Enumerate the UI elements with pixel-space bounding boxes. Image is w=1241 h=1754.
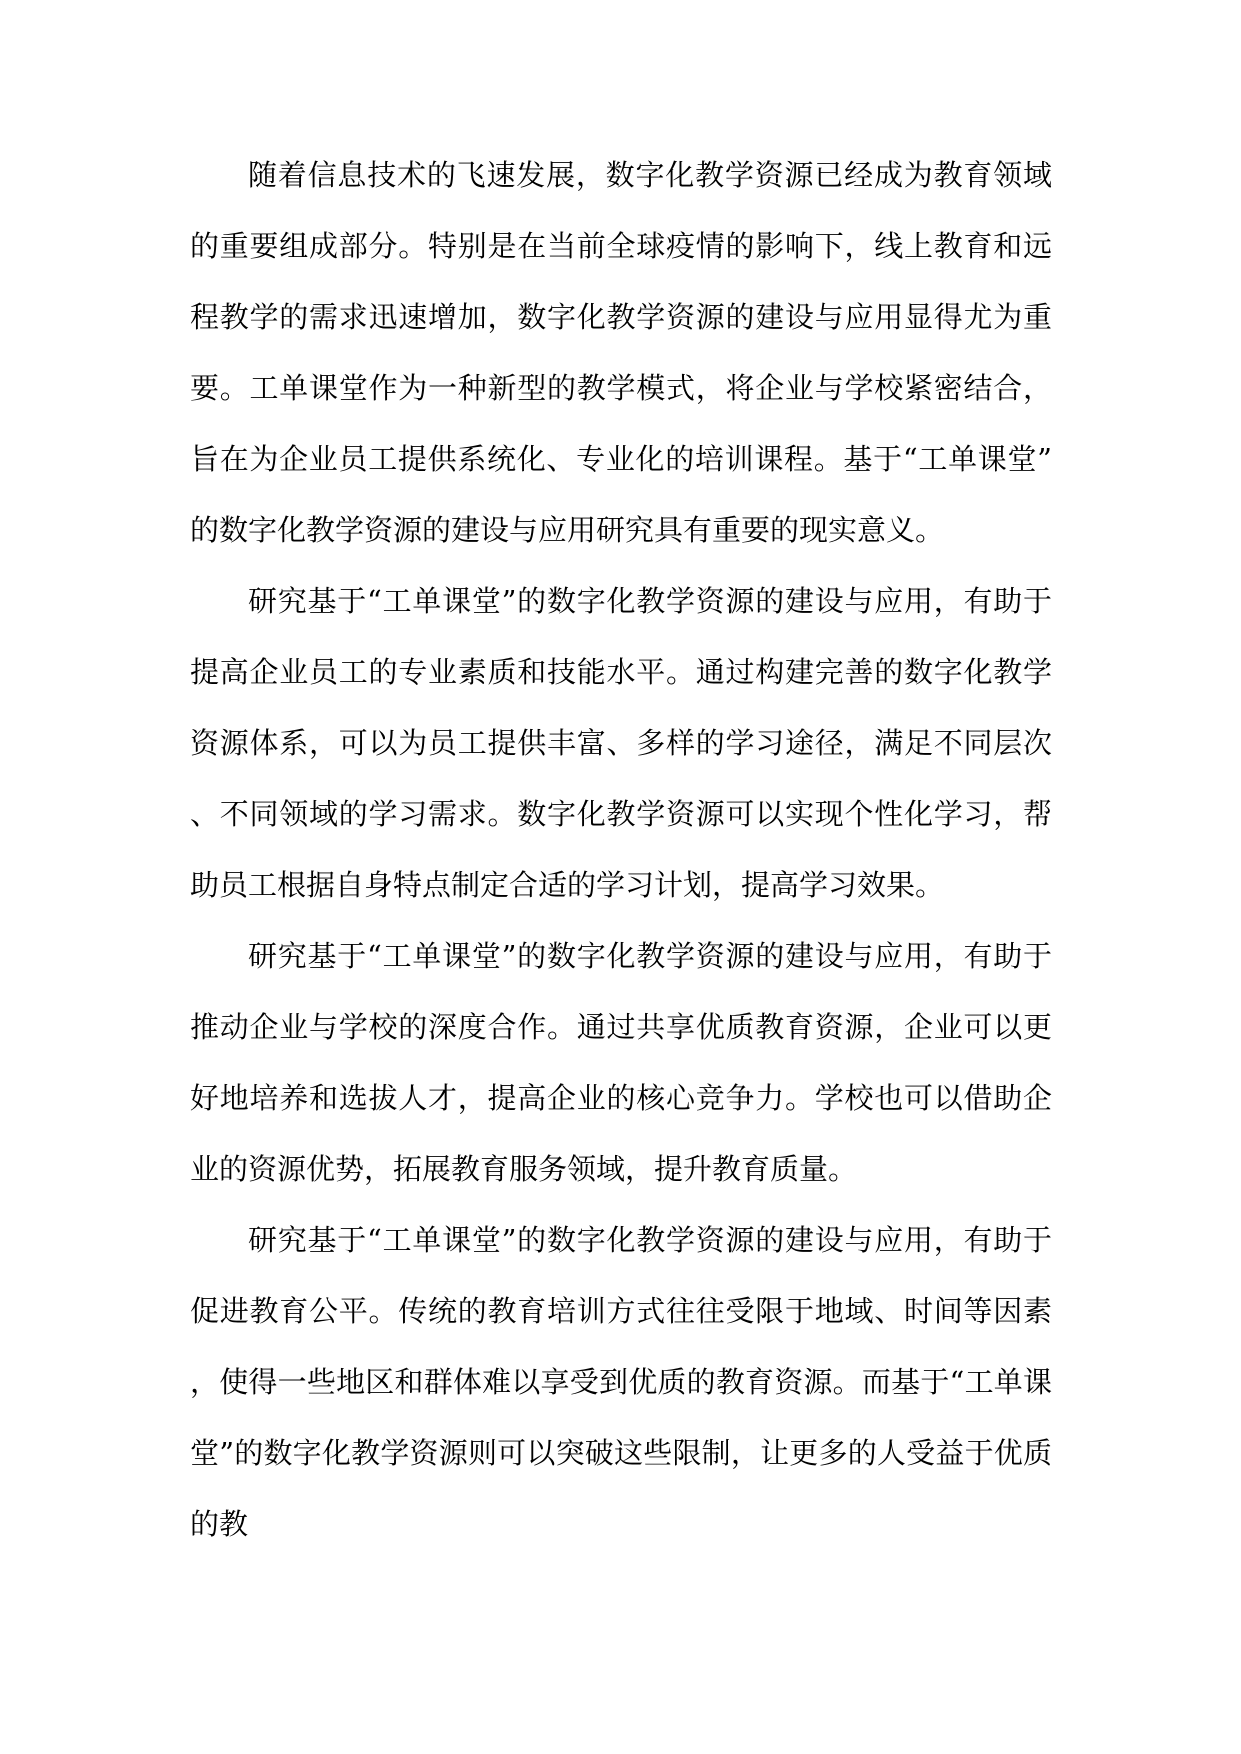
paragraph-4: 研究基于“工单课堂”的数字化教学资源的建设与应用，有助于促进教育公平。传统的教育培训方式往往受限于地域、时间等因素，使得一些地区和群体难以享受到优质的教育资源。而基于“工单课堂”的数字化教学资源则可以突破这些限制，让更多的人受益于优质的教 xyxy=(190,1223,1052,1541)
paragraph-3: 研究基于“工单课堂”的数字化教学资源的建设与应用，有助于推动企业与学校的深度合作。通过共享优质教育资源，企业可以更好地培养和选拔人才，提高企业的核心竞争力。学校也可以借助企业的资源优势，拓展教育服务领域，提升教育质量。 xyxy=(190,939,1052,1186)
document-body xyxy=(190,140,1052,1560)
paragraph-2: 研究基于“工单课堂”的数字化教学资源的建设与应用，有助于提高企业员工的专业素质和技能水平。通过构建完善的数字化教学资源体系，可以为员工提供丰富、多样的学习途径，满足不同层次、不同领域的学习需求。数字化教学资源可以实现个性化学习，帮助员工根据自身特点制定合适的学习计划，提高学习效果。 xyxy=(190,584,1052,902)
paragraph-1: 随着信息技术的飞速发展，数字化教学资源已经成为教育领域的重要组成部分。特别是在当前全球疫情的影响下，线上教育和远程教学的需求迅速增加，数字化教学资源的建设与应用显得尤为重要。工单课堂作为一种新型的教学模式，将企业与学校紧密结合，旨在为企业员工提供系统化、专业化的培训课程。基于“工单课堂”的数字化教学资源的建设与应用研究具有重要的现实意义。 xyxy=(190,158,1052,547)
